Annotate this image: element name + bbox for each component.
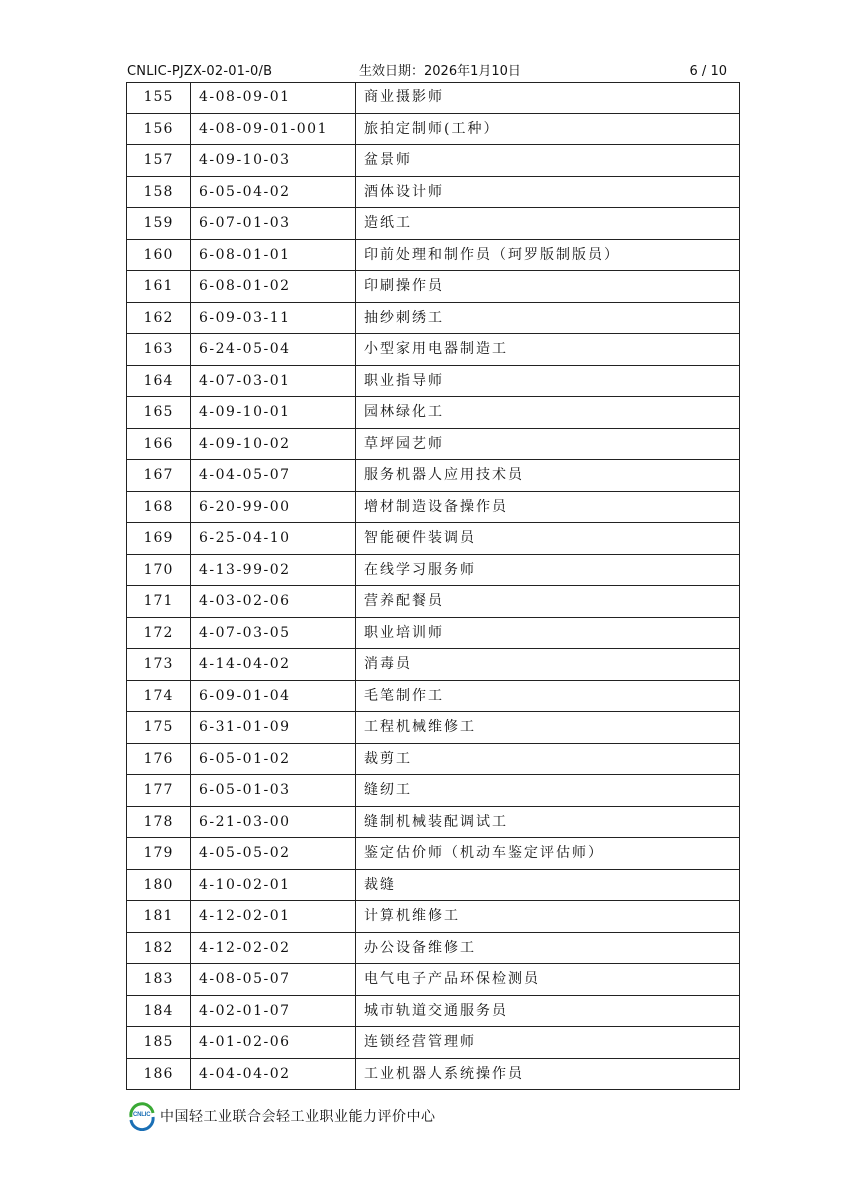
occupation-name-cell: 在线学习服务师 (356, 554, 740, 586)
row-number-cell: 172 (127, 617, 191, 649)
occupation-name-cell: 鉴定估价师（机动车鉴定评估师） (356, 838, 740, 870)
row-number-cell: 155 (127, 82, 191, 113)
table-row (127, 1027, 740, 1059)
occupation-name-cell: 计算机维修工 (356, 901, 740, 933)
occupation-code-cell: 6-20-99-00 (191, 491, 356, 523)
occupation-name-cell: 城市轨道交通服务员 (356, 995, 740, 1027)
table-row (127, 239, 740, 271)
table-row (127, 302, 740, 334)
row-number-cell: 180 (127, 869, 191, 901)
table-row (127, 176, 740, 208)
occupation-code-cell: 6-21-03-00 (191, 806, 356, 838)
row-number-cell: 179 (127, 838, 191, 870)
effective-date: 生效日期：2026年1月10日 (359, 64, 521, 79)
table-row (127, 806, 740, 838)
occupation-code-cell: 4-08-09-01 (191, 82, 356, 113)
occupation-name-cell: 印前处理和制作员（珂罗版制版员） (356, 239, 740, 271)
table-row (127, 964, 740, 996)
row-number-cell: 182 (127, 932, 191, 964)
row-number-cell: 175 (127, 712, 191, 744)
row-number-cell: 177 (127, 775, 191, 807)
occupation-code-cell: 6-05-04-02 (191, 176, 356, 208)
occupation-name-cell: 工业机器人系统操作员 (356, 1058, 740, 1090)
row-number-cell: 160 (127, 239, 191, 271)
occupation-code-cell: 4-14-04-02 (191, 649, 356, 681)
table-row (127, 838, 740, 870)
occupation-name-cell: 办公设备维修工 (356, 932, 740, 964)
row-number-cell: 178 (127, 806, 191, 838)
row-number-cell: 162 (127, 302, 191, 334)
table-row (127, 743, 740, 775)
table-row (127, 523, 740, 555)
row-number-cell: 184 (127, 995, 191, 1027)
table-row (127, 334, 740, 366)
occupation-code-cell: 4-07-03-01 (191, 365, 356, 397)
table-row (127, 208, 740, 240)
occupation-code-cell: 4-05-05-02 (191, 838, 356, 870)
occupation-name-cell: 职业培训师 (356, 617, 740, 649)
occupation-name-cell: 毛笔制作工 (356, 680, 740, 712)
occupation-code-cell: 4-09-10-02 (191, 428, 356, 460)
row-number-cell: 167 (127, 460, 191, 492)
row-number-cell: 183 (127, 964, 191, 996)
row-number-cell: 176 (127, 743, 191, 775)
occupation-table (126, 82, 740, 1090)
row-number-cell: 157 (127, 145, 191, 177)
occupation-code-cell: 4-12-02-02 (191, 932, 356, 964)
occupation-code-cell: 4-03-02-06 (191, 586, 356, 618)
table-row (127, 712, 740, 744)
occupation-code-cell: 4-08-09-01-001 (191, 113, 356, 145)
occupation-code-cell: 6-05-01-02 (191, 743, 356, 775)
table-row (127, 680, 740, 712)
row-number-cell: 165 (127, 397, 191, 429)
occupation-name-cell: 盆景师 (356, 145, 740, 177)
table-row (127, 932, 740, 964)
document-code: CNLIC-PJZX-02-01-0/B (127, 64, 273, 79)
table-row (127, 397, 740, 429)
row-number-cell: 170 (127, 554, 191, 586)
occupation-name-cell: 酒体设计师 (356, 176, 740, 208)
occupation-code-cell: 6-25-04-10 (191, 523, 356, 555)
occupation-code-cell: 4-01-02-06 (191, 1027, 356, 1059)
occupation-code-cell: 6-31-01-09 (191, 712, 356, 744)
table-row (127, 554, 740, 586)
occupation-name-cell: 裁剪工 (356, 743, 740, 775)
occupation-name-cell: 电气电子产品环保检测员 (356, 964, 740, 996)
row-number-cell: 168 (127, 491, 191, 523)
table-row (127, 460, 740, 492)
row-number-cell: 166 (127, 428, 191, 460)
occupation-code-cell: 6-08-01-02 (191, 271, 356, 303)
occupation-code-cell: 4-07-03-05 (191, 617, 356, 649)
table-row (127, 428, 740, 460)
occupation-code-cell: 4-13-99-02 (191, 554, 356, 586)
occupation-name-cell: 造纸工 (356, 208, 740, 240)
row-number-cell: 164 (127, 365, 191, 397)
occupation-name-cell: 职业指导师 (356, 365, 740, 397)
row-number-cell: 159 (127, 208, 191, 240)
organization-name: 中国轻工业联合会轻工业职业能力评价中心 (160, 1109, 436, 1125)
occupation-code-cell: 4-10-02-01 (191, 869, 356, 901)
occupation-name-cell: 抽纱刺绣工 (356, 302, 740, 334)
table-row (127, 1058, 740, 1090)
occupation-name-cell: 智能硬件装调员 (356, 523, 740, 555)
occupation-name-cell: 工程机械维修工 (356, 712, 740, 744)
row-number-cell: 169 (127, 523, 191, 555)
occupation-code-cell: 4-08-05-07 (191, 964, 356, 996)
occupation-code-cell: 4-04-04-02 (191, 1058, 356, 1090)
table-row (127, 82, 740, 113)
occupation-name-cell: 缝制机械装配调试工 (356, 806, 740, 838)
occupation-code-cell: 6-24-05-04 (191, 334, 356, 366)
row-number-cell: 186 (127, 1058, 191, 1090)
row-number-cell: 171 (127, 586, 191, 618)
occupation-name-cell: 缝纫工 (356, 775, 740, 807)
occupation-name-cell: 草坪园艺师 (356, 428, 740, 460)
occupation-name-cell: 服务机器人应用技术员 (356, 460, 740, 492)
occupation-code-cell: 6-09-03-11 (191, 302, 356, 334)
table-row (127, 901, 740, 933)
occupation-code-cell: 4-02-01-07 (191, 995, 356, 1027)
occupation-code-cell: 6-05-01-03 (191, 775, 356, 807)
row-number-cell: 173 (127, 649, 191, 681)
table-row (127, 365, 740, 397)
occupation-name-cell: 营养配餐员 (356, 586, 740, 618)
table-row (127, 145, 740, 177)
occupation-name-cell: 裁缝 (356, 869, 740, 901)
table-row (127, 869, 740, 901)
table-row (127, 271, 740, 303)
occupation-code-cell: 4-09-10-03 (191, 145, 356, 177)
occupation-name-cell: 旅拍定制师(工种） (356, 113, 740, 145)
row-number-cell: 156 (127, 113, 191, 145)
occupation-name-cell: 小型家用电器制造工 (356, 334, 740, 366)
occupation-code-cell: 6-07-01-03 (191, 208, 356, 240)
table-row (127, 775, 740, 807)
occupation-name-cell: 商业摄影师 (356, 82, 740, 113)
page-header (127, 62, 739, 83)
occupation-name-cell: 印刷操作员 (356, 271, 740, 303)
table-row (127, 617, 740, 649)
occupation-code-cell: 6-09-01-04 (191, 680, 356, 712)
occupation-name-cell: 园林绿化工 (356, 397, 740, 429)
page-number: 6 / 10 (689, 64, 727, 79)
row-number-cell: 185 (127, 1027, 191, 1059)
logo-text: CNLIC (133, 1112, 151, 1118)
row-number-cell: 174 (127, 680, 191, 712)
occupation-code-cell: 4-09-10-01 (191, 397, 356, 429)
occupation-code-cell: 4-04-05-07 (191, 460, 356, 492)
table-row (127, 491, 740, 523)
page-footer (127, 1101, 436, 1131)
occupation-name-cell: 连锁经营管理师 (356, 1027, 740, 1059)
table-row (127, 113, 740, 145)
table-row (127, 586, 740, 618)
occupation-name-cell: 增材制造设备操作员 (356, 491, 740, 523)
table-row (127, 995, 740, 1027)
occupation-name-cell: 消毒员 (356, 649, 740, 681)
occupation-code-cell: 6-08-01-01 (191, 239, 356, 271)
table-row (127, 649, 740, 681)
occupation-code-cell: 4-12-02-01 (191, 901, 356, 933)
cnlic-logo (127, 1101, 157, 1131)
row-number-cell: 161 (127, 271, 191, 303)
row-number-cell: 158 (127, 176, 191, 208)
row-number-cell: 181 (127, 901, 191, 933)
row-number-cell: 163 (127, 334, 191, 366)
